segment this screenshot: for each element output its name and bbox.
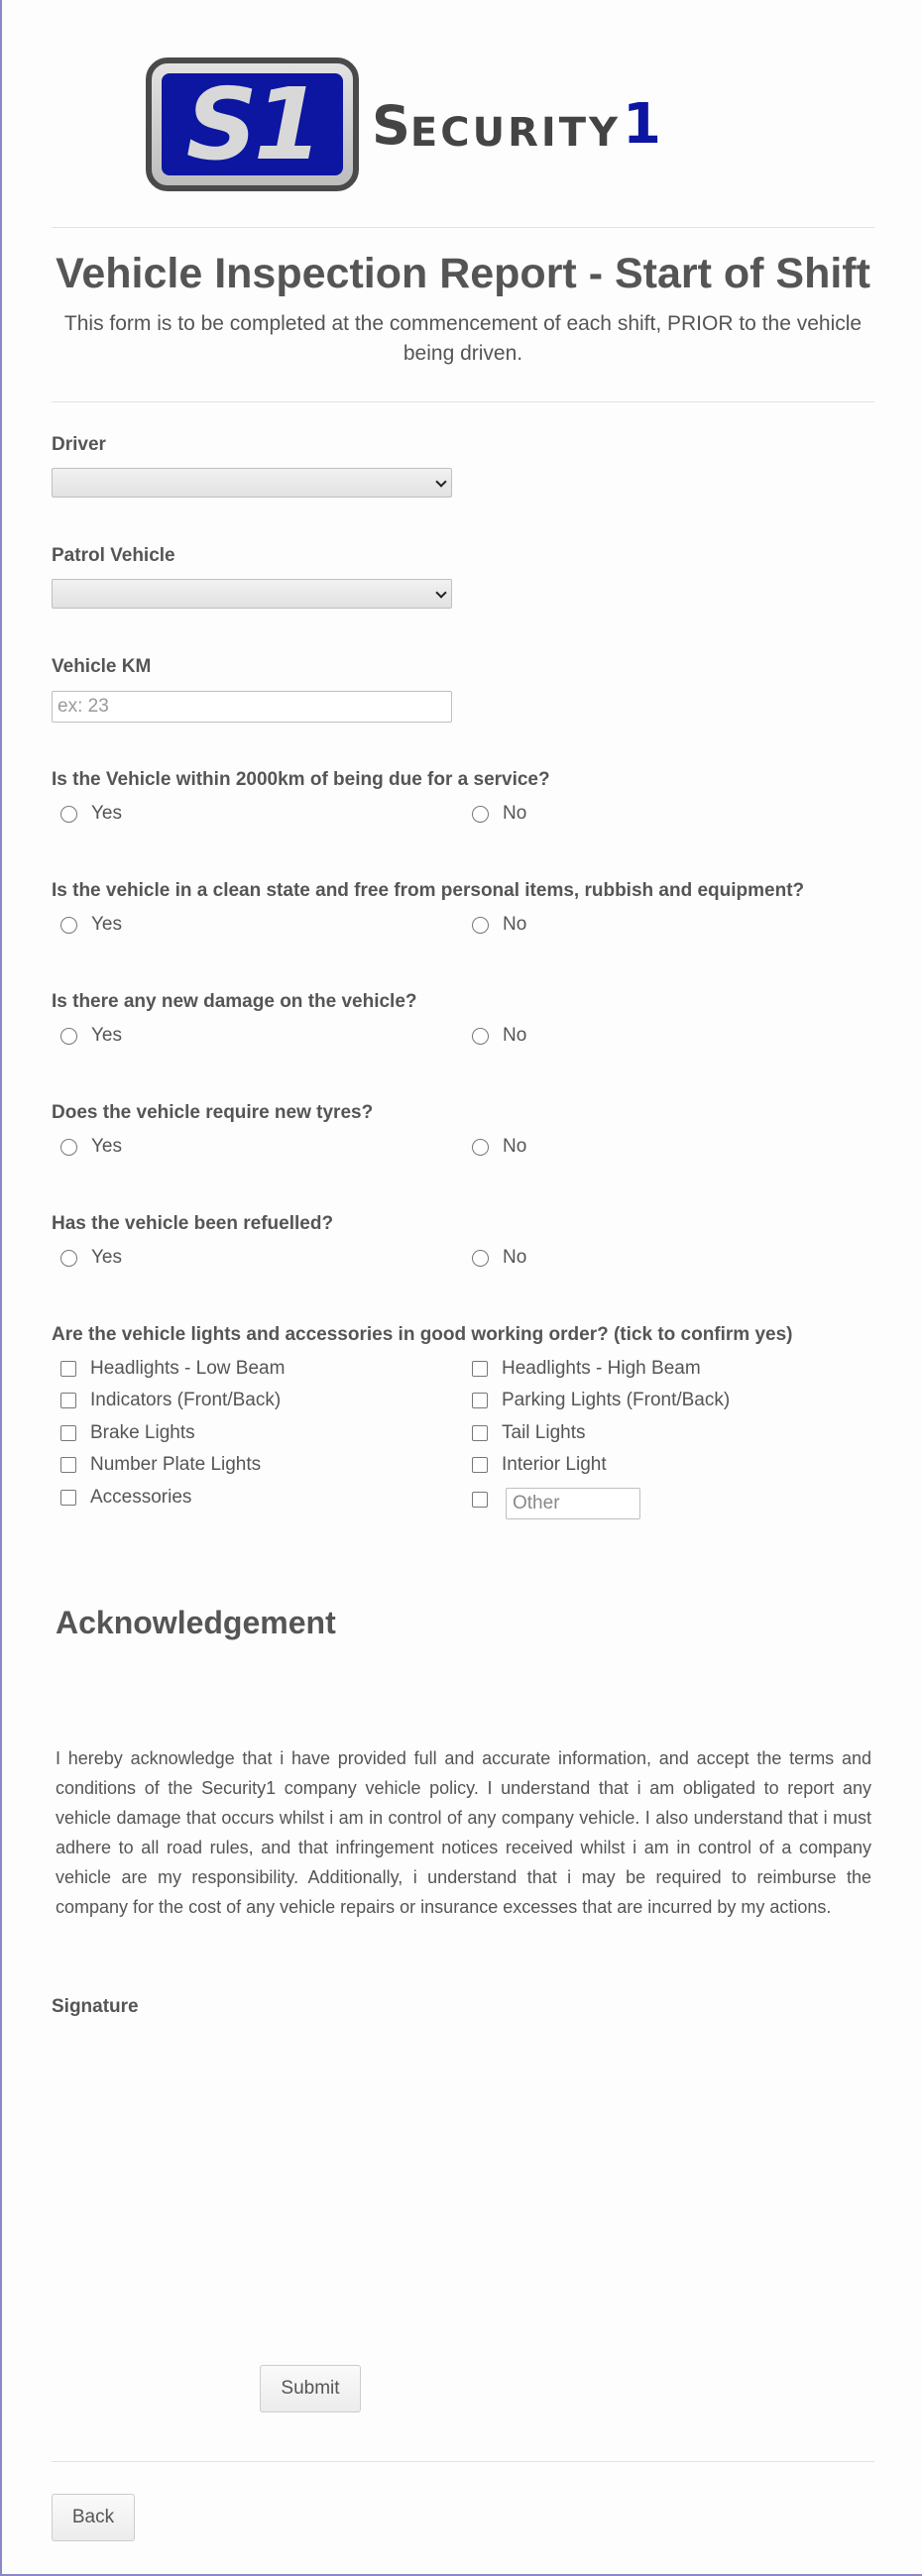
checkbox[interactable]	[60, 1490, 76, 1506]
s1-badge-text: S1	[162, 73, 343, 175]
radio-button[interactable]	[60, 917, 77, 934]
refuelled-yes-option[interactable]	[60, 1247, 122, 1269]
option-label: Yes	[91, 803, 122, 824]
checkbox[interactable]	[60, 1425, 76, 1441]
vehicle-km-input[interactable]	[52, 691, 452, 723]
option-label: Tail Lights	[502, 1422, 586, 1443]
damage-no-option[interactable]	[472, 1025, 526, 1047]
option-label: Interior Light	[502, 1454, 607, 1475]
service-yes-option[interactable]	[60, 803, 122, 825]
checkbox[interactable]	[472, 1425, 488, 1441]
security1-logo	[146, 57, 721, 191]
signature-label: Signature	[52, 1996, 139, 2017]
checkbox[interactable]	[60, 1361, 76, 1377]
radio-button[interactable]	[60, 806, 77, 823]
radio-button[interactable]	[472, 917, 489, 934]
question-tyres-label: Does the vehicle require new tyres?	[52, 1102, 374, 1123]
option-label: Accessories	[90, 1487, 192, 1508]
acknowledgement-title: Acknowledgement	[56, 1605, 336, 1640]
option-label: Yes	[91, 1136, 122, 1157]
checkbox[interactable]	[472, 1361, 488, 1377]
radio-button[interactable]	[472, 1139, 489, 1156]
radio-button[interactable]	[60, 1028, 77, 1045]
signature-pad[interactable]	[52, 2030, 874, 2327]
option-label: Brake Lights	[90, 1422, 195, 1443]
checkbox[interactable]	[60, 1457, 76, 1473]
refuelled-no-option[interactable]	[472, 1247, 526, 1269]
inspection-form-page	[2, 0, 922, 2574]
question-damage-label: Is there any new damage on the vehicle?	[52, 991, 417, 1012]
clean-no-option[interactable]	[472, 914, 526, 936]
submit-button[interactable]: Submit	[260, 2365, 361, 2412]
lights-option[interactable]	[472, 1358, 701, 1380]
checkbox[interactable]	[472, 1492, 488, 1508]
divider	[52, 401, 874, 402]
divider	[52, 227, 874, 228]
wordmark-rest: ECURITY	[409, 110, 621, 156]
option-label: Yes	[91, 1247, 122, 1268]
option-label: Indicators (Front/Back)	[90, 1390, 282, 1410]
form-title: Vehicle Inspection Report - Start of Shift	[56, 250, 870, 297]
form-subtitle: This form is to be completed at the commencement of each shift, PRIOR to the vehicle being driven.	[63, 312, 863, 365]
chevron-down-icon	[435, 476, 446, 487]
checkbox[interactable]	[60, 1393, 76, 1408]
lights-option[interactable]	[472, 1454, 607, 1476]
wordmark-initial: S	[372, 94, 410, 157]
option-label: No	[503, 1136, 527, 1157]
option-label: Parking Lights (Front/Back)	[502, 1390, 731, 1410]
patrol-vehicle-select[interactable]	[52, 579, 452, 609]
s1-badge-logo	[146, 57, 359, 191]
option-label: No	[503, 1025, 527, 1046]
option-label: Number Plate Lights	[90, 1454, 262, 1475]
service-no-option[interactable]	[472, 803, 526, 825]
radio-button[interactable]	[60, 1139, 77, 1156]
lights-option[interactable]	[60, 1358, 285, 1380]
option-label: Yes	[91, 1025, 122, 1046]
option-label: No	[503, 914, 527, 935]
option-label: Headlights - High Beam	[502, 1358, 701, 1379]
option-label: No	[503, 803, 527, 824]
other-input[interactable]	[506, 1488, 640, 1519]
lights-option[interactable]	[60, 1422, 195, 1444]
damage-yes-option[interactable]	[60, 1025, 122, 1047]
checkbox[interactable]	[472, 1393, 488, 1408]
lights-option[interactable]	[60, 1454, 261, 1476]
option-label: Yes	[91, 914, 122, 935]
lights-option[interactable]	[60, 1487, 191, 1509]
radio-button[interactable]	[60, 1250, 77, 1267]
back-button[interactable]: Back	[52, 2494, 135, 2541]
lights-option[interactable]	[60, 1390, 281, 1411]
acknowledgement-text: I hereby acknowledge that i have provided full and accurate information, and accept the terms and conditions of the Security1 company vehicle policy. I understand that i am obligated to report any vehicle damage that occurs whilst i am in control of any company vehicle. I also understand that i must adhere to all road rules, and that infringement notices received whilst i am in control of a company vehicle are my responsibility. Additionally, i understand that i may be required to reimburse the company for the cost of any vehicle repairs or insurance excesses that are incurred by my actions.	[56, 1748, 871, 1917]
radio-button[interactable]	[472, 806, 489, 823]
option-label: No	[503, 1247, 527, 1268]
patrol-vehicle-label: Patrol Vehicle	[52, 545, 175, 566]
question-service-label: Is the Vehicle within 2000km of being due for a service?	[52, 769, 550, 790]
wordmark-one: 1	[623, 92, 661, 157]
tyres-no-option[interactable]	[472, 1136, 526, 1158]
radio-button[interactable]	[472, 1028, 489, 1045]
divider	[52, 2461, 874, 2462]
lights-option[interactable]	[472, 1390, 730, 1411]
question-lights-label: Are the vehicle lights and accessories in good working order? (tick to confirm yes)	[52, 1324, 793, 1345]
chevron-down-icon	[435, 587, 446, 598]
checkbox[interactable]	[472, 1457, 488, 1473]
other-option[interactable]	[472, 1492, 502, 1508]
option-label: Headlights - Low Beam	[90, 1358, 286, 1379]
clean-yes-option[interactable]	[60, 914, 122, 936]
radio-button[interactable]	[472, 1250, 489, 1267]
lights-option[interactable]	[472, 1422, 586, 1444]
security1-wordmark	[372, 92, 661, 157]
tyres-yes-option[interactable]	[60, 1136, 122, 1158]
question-refuelled-label: Has the vehicle been refuelled?	[52, 1213, 334, 1234]
driver-label: Driver	[52, 434, 106, 455]
vehicle-km-label: Vehicle KM	[52, 656, 152, 677]
driver-select[interactable]	[52, 468, 452, 498]
question-clean-label: Is the vehicle in a clean state and free from personal items, rubbish and equipment?	[52, 880, 805, 901]
